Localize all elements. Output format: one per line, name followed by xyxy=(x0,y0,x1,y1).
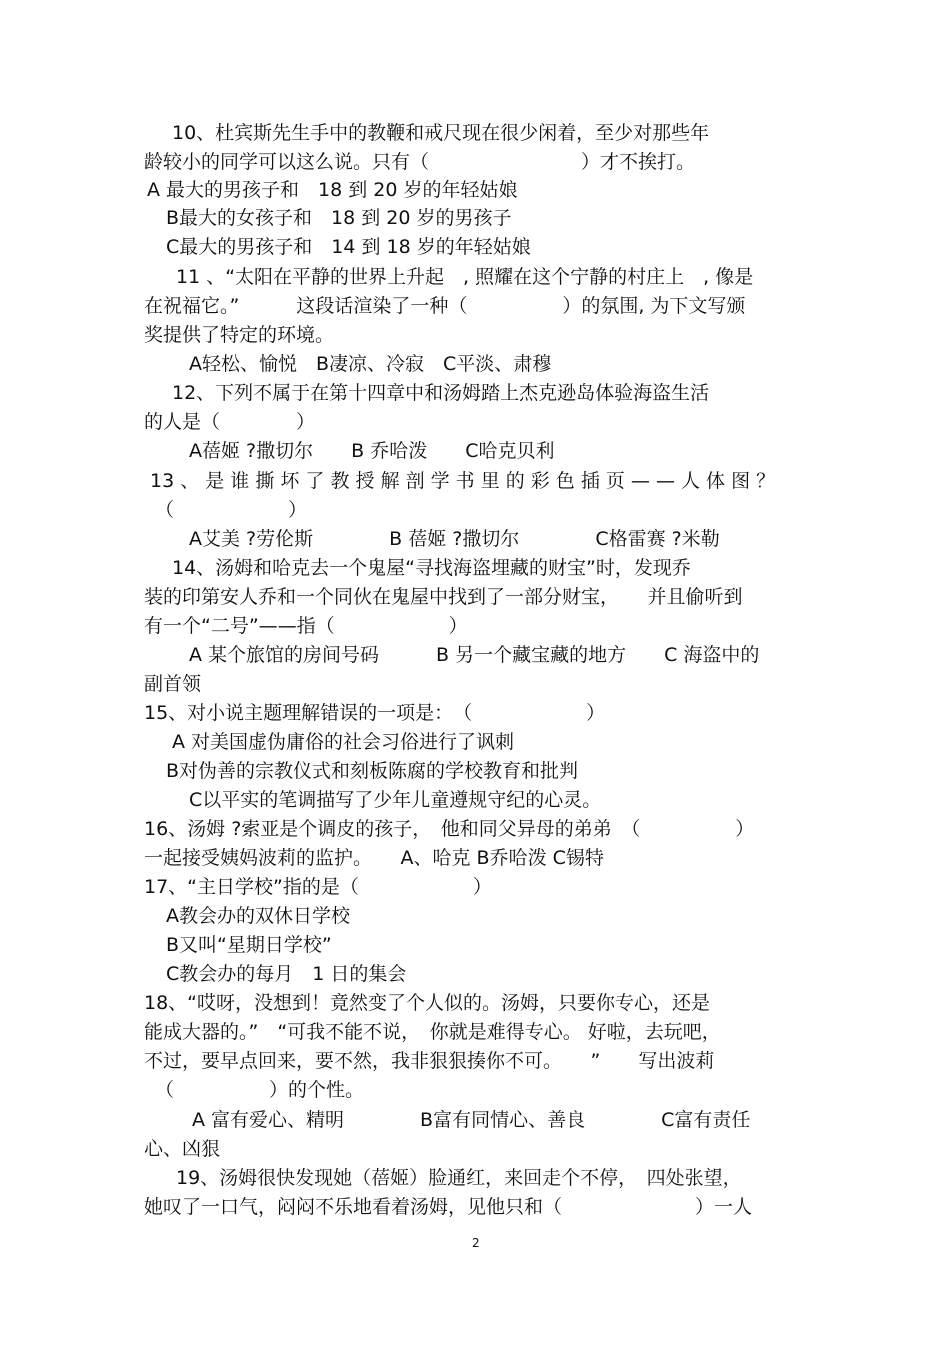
text-line: 装的印第安人乔和一个同伙在鬼屋中找到了一部分财宝， 并且偷听到 xyxy=(144,586,743,608)
text-line: 一起接受姨妈波莉的监护。 A、哈克 B乔哈泼 C锡特 xyxy=(144,847,604,869)
text-line: A 最大的男孩子和 18 到 20 岁的年轻姑娘 xyxy=(147,179,518,201)
text-line: 10、杜宾斯先生手中的教鞭和戒尺现在很少闲着，至少对那些年 xyxy=(172,122,710,144)
text-line: 17、“主日学校”指的是（ ） xyxy=(144,876,492,898)
text-line: 能成大器的。” “可我不能不说， 你就是难得专心。 好啦，去玩吧， xyxy=(144,1021,721,1043)
text-line: （ ） xyxy=(155,499,308,521)
text-line: 龄较小的同学可以这么说。只有（ ）才不挨打。 xyxy=(144,151,696,173)
text-line: 16、汤姆 ?索亚是个调皮的孩子， 他和同父异母的弟弟 （ ） xyxy=(144,818,755,840)
text-line: 15、对小说主题理解错误的一项是： （ ） xyxy=(144,702,606,724)
text-line: B又叫“星期日学校” xyxy=(166,934,332,956)
text-line: A轻松、愉悦 B凄凉、冷寂 C平淡、肃穆 xyxy=(189,353,552,375)
text-line: （ ）的个性。 xyxy=(155,1079,365,1101)
text-line: 心、凶狠 xyxy=(144,1138,221,1160)
text-line: 奖提供了特定的环境。 xyxy=(144,324,335,346)
text-line: 12、下列不属于在第十四章中和汤姆踏上杰克逊岛体验海盗生活 xyxy=(172,382,710,404)
text-line: 有一个“二号”——指（ ） xyxy=(144,615,468,637)
text-line: 13 、 是 谁 撕 坏 了 教 授 解 剖 学 书 里 的 彩 色 插 页 — — 人 体 图 ？ xyxy=(150,470,776,492)
text-line: 14、汤姆和哈克去一个鬼屋“寻找海盗埋藏的财宝”时，发现乔 xyxy=(172,557,691,579)
text-line: C教会办的每月 1 日的集会 xyxy=(166,963,407,985)
text-line: 副首领 xyxy=(144,673,202,695)
text-line: A 富有爱心、精明 B富有同情心、善良 C富有责任 xyxy=(192,1109,751,1131)
text-line: A教会办的双休日学校 xyxy=(166,905,350,927)
text-line: A蓓姬 ?撒切尔 B 乔哈泼 C哈克贝利 xyxy=(189,440,555,462)
text-line: 11 、“太阳在平静的世界上升起 , 照耀在这个宁静的村庄上 , 像是 xyxy=(176,266,754,288)
text-line: 18、“哎呀，没想到！竟然变了个人似的。汤姆，只要你专心，还是 xyxy=(144,992,711,1014)
text-line: 她叹了一口气，闷闷不乐地看着汤姆，见他只和（ ）一人 xyxy=(144,1196,753,1218)
text-line: B对伪善的宗教仪式和刻板陈腐的学校教育和批判 xyxy=(166,760,579,782)
text-line: C以平实的笔调描写了少年儿童遵规守纪的心灵。 xyxy=(189,789,602,811)
text-line: B最大的女孩子和 18 到 20 岁的男孩子 xyxy=(166,207,512,229)
text-line: 在祝福它。” 这段话渲染了一种（ ）的氛围, 为下文写颁 xyxy=(144,295,746,317)
page-number: 2 xyxy=(472,1236,480,1250)
text-line: 不过，要早点回来，要不然，我非狠狠揍你不可。 ” 写出波莉 xyxy=(144,1050,715,1072)
text-line: 19、汤姆很快发现她（蓓姬）脸通红，来回走个不停， 四处张望， xyxy=(176,1167,742,1189)
text-line: A 对美国虚伪庸俗的社会习俗进行了讽刺 xyxy=(172,731,515,753)
text-line: 的人是（ ） xyxy=(144,411,316,433)
text-line: C最大的男孩子和 14 到 18 岁的年轻姑娘 xyxy=(166,236,531,258)
text-line: A 某个旅馆的房间号码 B 另一个藏宝藏的地方 C 海盗中的 xyxy=(189,644,760,666)
text-line: A艾美 ?劳伦斯 B 蓓姬 ?撒切尔 C格雷赛 ?米勒 xyxy=(189,528,720,550)
